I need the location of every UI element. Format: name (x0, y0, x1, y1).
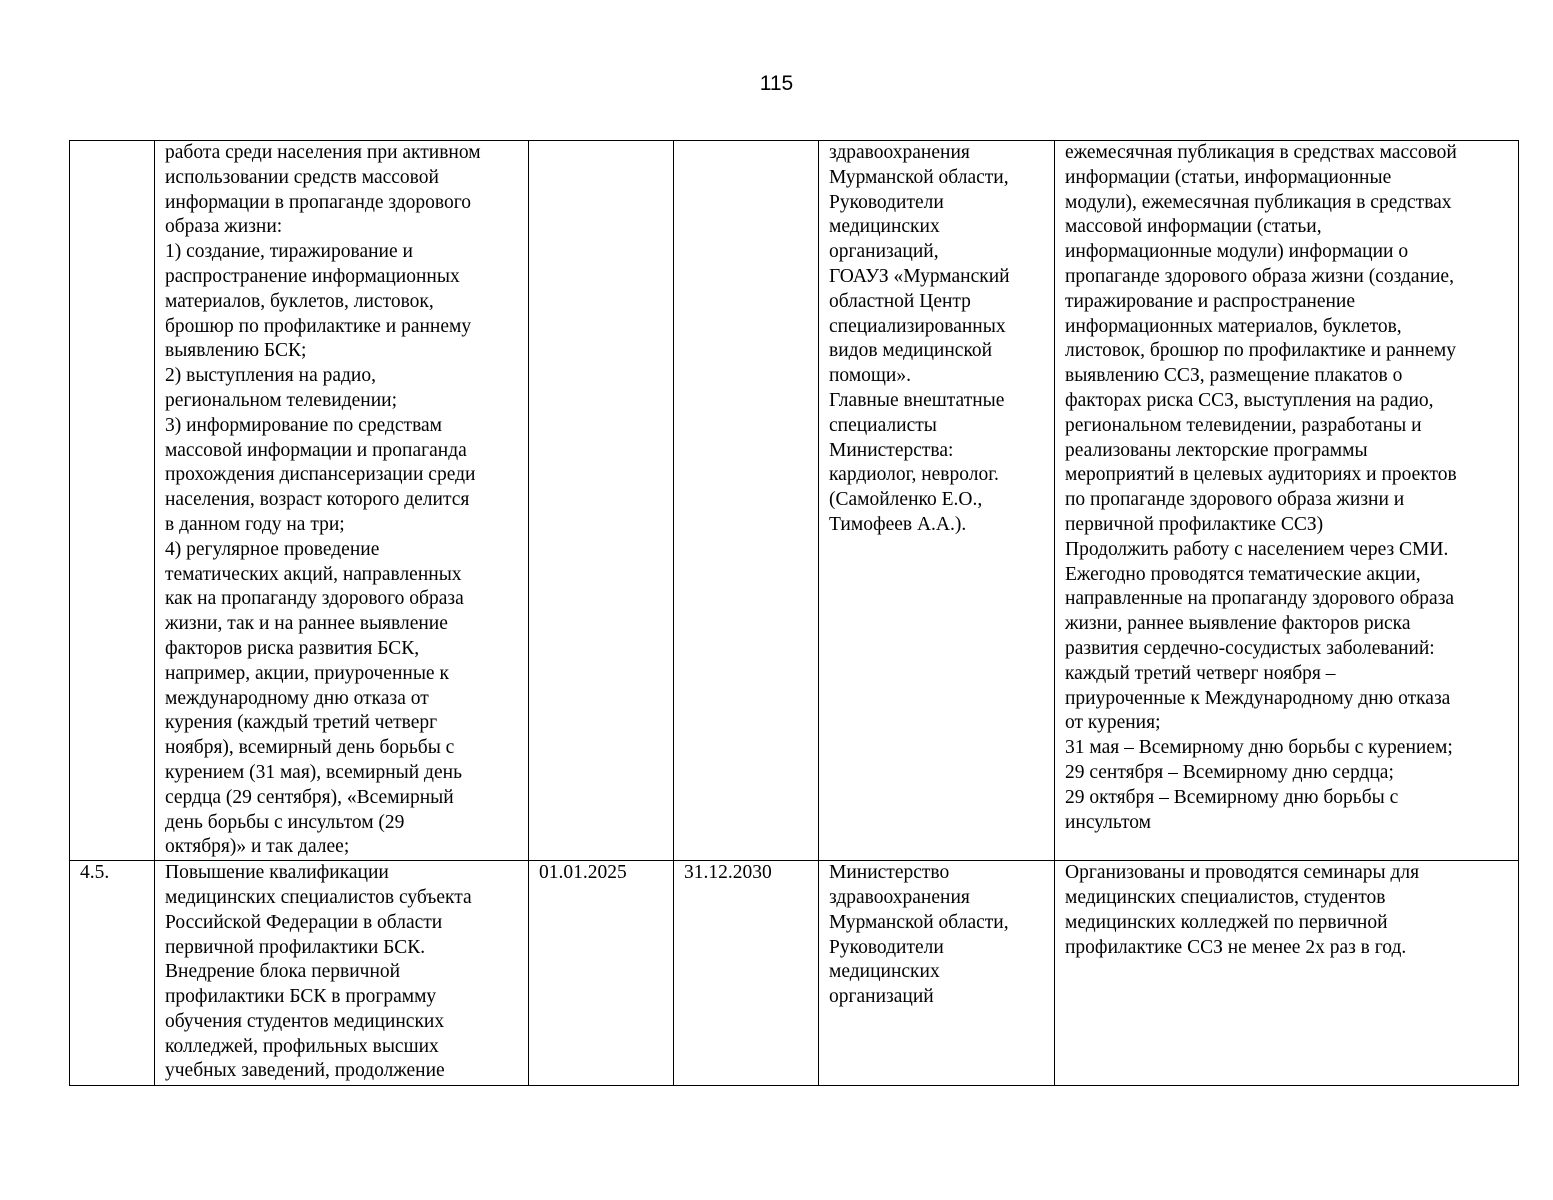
page-number: 115 (759, 72, 794, 95)
cell-event (155, 141, 529, 861)
cell-event (155, 861, 529, 1086)
cell-result-text: Организованы и проводятся семинары для медицинских специалистов, студентов медицинских колледжей по первичной профилактике ССЗ не менее 2х раз в год. (1065, 862, 1420, 958)
cell-start-date (529, 861, 674, 1086)
table-row (70, 141, 1519, 861)
cell-event-text: Повышение квалификации медицинских специалистов субъекта Российской Федерации в области первичной профилактики БСК. Внедрение блока первичной профилактики БСК в программу обучения студентов медицинских колледжей, профильных высших учебных заведений, продолжение (165, 862, 472, 1082)
cell-start-date-text: 01.01.2025 (539, 862, 627, 884)
cell-end-date (674, 141, 819, 861)
cell-responsible-text: здравоохранения Мурманской области, Руководители медицинских организаций, ГОАУЗ «Мурманский областной Центр специализированных видов медицинской помощи». Главные внештатные специалисты Министерства: кардиолог, невролог. (Самойленко Е.О., Тимофеев А.А.). (829, 142, 1010, 535)
cell-end-date-text: 31.12.2030 (684, 862, 772, 884)
cell-responsible (819, 861, 1055, 1086)
cell-responsible (819, 141, 1055, 861)
cell-event-text: работа среди населения при активном использовании средств массовой информации в пропаганде здорового образа жизни: 1) создание, тиражирование и распространение информационных материалов, буклетов, листовок, брошюр по профилактике и раннему выявлению БСК; 2) выступления на радио, региональном телевидении; 3) информирование по средствам массовой информации и пропаганда прохождения диспансеризации среди населения, возраст которого делится в данном году на три; 4) регулярное проведение тематических акций, направленных как на пропаганду здорового образа жизни, так и на раннее выявление факторов риска развития БСК, например, акции, приуроченные к международному дню отказа от курения (каждый третий четверг ноября), всемирный день борьбы с курением (31 мая), всемирный день сердца (29 сентября), «Всемирный день борьбы с инсультом (29 октября)» и так далее; (165, 142, 481, 858)
table-row (70, 861, 1519, 1086)
cell-result (1055, 861, 1519, 1086)
cell-result-text: ежемесячная публикация в средствах массовой информации (статьи, информационные модули), ежемесячная публикация в средствах массовой информации (статьи, информационные модули) информации о пропаганде здорового образа жизни (создание, тиражирование и распространение информационных материалов, буклетов, листовок, брошюр по профилактике и раннему выявлению ССЗ, размещение плакатов о факторах риска ССЗ, выступления на радио, региональном телевидении, разработаны и реализованы лекторские программы мероприятий в целевых аудиториях и проектов по пропаганде здорового образа жизни и первичной профилактике ССЗ) Продолжить работу с населением через СМИ. Ежегодно проводятся тематические акции, направленные на пропаганду здорового образа жизни, раннее выявление факторов риска развития сердечно-сосудистых заболеваний: каждый третий четверг ноября – приуроченные к Международному дню отказа от курения; 31 мая – Всемирному дню борьбы с курением; 29 сентября – Всемирному дню сердца; 29 октября – Всемирному дню борьбы с инсультом (1065, 142, 1457, 833)
cell-end-date (674, 861, 819, 1086)
cell-number (70, 141, 155, 861)
measures-table (69, 140, 1519, 1086)
cell-start-date (529, 141, 674, 861)
cell-responsible-text: Министерство здравоохранения Мурманской области, Руководители медицинских организаций (829, 862, 1009, 1008)
cell-number (70, 861, 155, 1086)
cell-number-text: 4.5. (80, 862, 110, 884)
cell-result (1055, 141, 1519, 861)
